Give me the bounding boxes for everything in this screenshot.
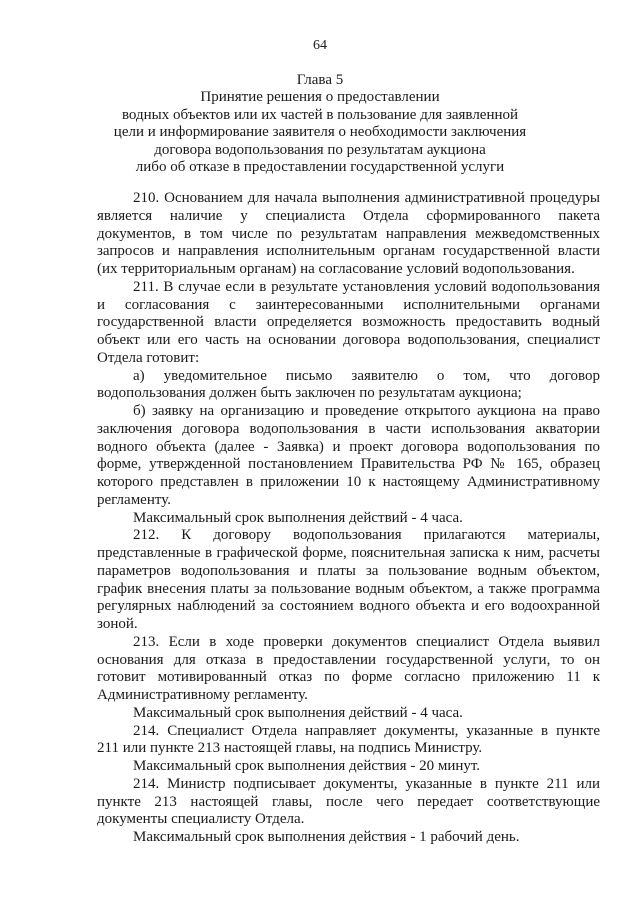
paragraph-212-line: параметров водопользования и платы за пользование водным объектом, bbox=[97, 562, 600, 579]
paragraph-210-line: документов, в том числе по результатам направления межведомственных bbox=[97, 225, 600, 242]
paragraph-210-line: запросов и направления исполнительным органам государственной власти bbox=[97, 243, 600, 260]
paragraph-213-line: 213. Если в ходе проверки документов специалист Отдела выявил bbox=[133, 633, 600, 650]
heading-line: цели и информирование заявителя о необходимости заключения bbox=[113, 124, 527, 141]
deadline-line: Максимальный срок выполнения действия - 20 минут. bbox=[133, 758, 481, 774]
paragraph-211-line: государственной власти определяется возможность предоставить водный bbox=[97, 314, 600, 331]
paragraph-214b-line: 214. Министр подписывает документы, указанные в пункте 211 или bbox=[133, 775, 600, 792]
item-b-line: форме, утвержденной постановлением Правительства РФ № 165, образец bbox=[97, 456, 600, 473]
chapter-heading bbox=[60, 72, 580, 176]
paragraph-214b-line: документы специалисту Отдела. bbox=[97, 811, 305, 828]
item-b-line: заключения договора водопользования в части использования акватории bbox=[97, 420, 600, 437]
document-body bbox=[97, 190, 600, 847]
paragraph-210-line: (их территориальным органам) на согласование условий водопользования. bbox=[97, 261, 575, 277]
paragraph-212-line: зоной. bbox=[97, 616, 138, 632]
paragraph-211-line: и согласования с заинтересованными исполнительными органами bbox=[97, 296, 600, 313]
heading-line: договора водопользования по результатам аукциона bbox=[154, 141, 486, 158]
paragraph-211-line: Отдела готовит: bbox=[97, 349, 200, 366]
paragraph-210-line: является наличие у специалиста Отдела сформированного пакета bbox=[97, 207, 600, 224]
paragraph-211-line: 211. В случае если в результате установления условий водопользования bbox=[133, 278, 600, 295]
chapter-title: Глава 5 bbox=[296, 72, 344, 88]
item-b-line: регламенту. bbox=[97, 491, 171, 508]
paragraph-212-line: 212. К договору водопользования прилагаются материалы, bbox=[133, 527, 600, 544]
paragraph-214-line: 214. Специалист Отдела направляет документы, указанные в пункте bbox=[133, 722, 600, 739]
heading-line: Принятие решения о предоставлении bbox=[200, 89, 440, 106]
paragraph-214-line: 211 или пункте 213 настоящей главы, на подпись Министру. bbox=[97, 740, 483, 757]
paragraph-212-line: представленные в графической форме, пояснительная записка к ним, расчеты bbox=[97, 545, 600, 561]
item-b-line: водного объекта (далее - Заявка) и проект договора водопользования по bbox=[97, 438, 600, 455]
deadline-line: Максимальный срок выполнения действия - 1 рабочий день. bbox=[133, 829, 520, 845]
item-a-line: а) уведомительное письмо заявителю о том, что договор bbox=[133, 367, 600, 384]
paragraph-210-line: 210. Основанием для начала выполнения административной процедуры bbox=[133, 190, 600, 206]
item-a-line: водопользования должен быть заключен по результатам аукциона; bbox=[97, 385, 522, 402]
deadline-line: Максимальный срок выполнения действий - 4 часа. bbox=[133, 509, 463, 526]
heading-line: водных объектов или их частей в пользование для заявленной bbox=[121, 106, 519, 123]
deadline-line: Максимальный срок выполнения действий - 4 часа. bbox=[133, 704, 463, 721]
heading-line: либо об отказе в предоставлении государственной услуги bbox=[135, 159, 505, 176]
page-number: 64 bbox=[313, 38, 327, 53]
paragraph-213-line: Административному регламенту. bbox=[97, 687, 308, 703]
paragraph-213-line: основания для отказа в предоставлении государственной услуги, то он bbox=[97, 651, 600, 668]
paragraph-214b-line: пункте 213 настоящей главы, после чего передает соответствующие bbox=[97, 793, 600, 810]
item-b-line: которого представлен в приложении 10 к настоящему Административному bbox=[97, 474, 600, 490]
item-b-line: б) заявку на организацию и проведение открытого аукциона на право bbox=[133, 403, 600, 419]
paragraph-212-line: график внесения платы за пользование водным объектом, а также программа bbox=[97, 580, 600, 597]
paragraph-211-line: объект или его часть на основании договора водопользования, специалист bbox=[97, 332, 600, 348]
paragraph-213-line: готовит мотивированный отказ по форме согласно приложению 11 к bbox=[97, 669, 600, 686]
paragraph-212-line: регулярных наблюдений за состоянием водного объекта и его водоохранной bbox=[97, 598, 600, 615]
